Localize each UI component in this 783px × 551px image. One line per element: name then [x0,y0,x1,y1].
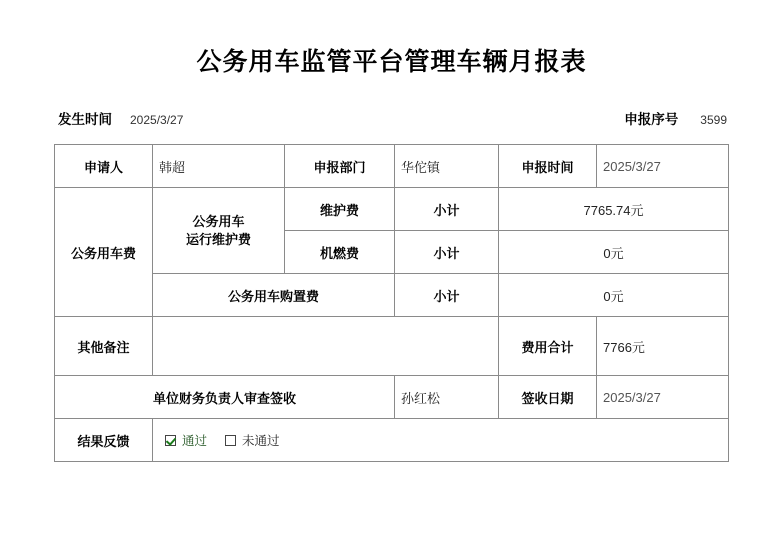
finance-sign-value: 孙红松 [395,376,499,419]
occur-time-group [58,108,183,128]
department-label: 申报部门 [285,145,395,188]
fuel-amount-value: 0元 [499,231,729,274]
declare-date-value: 2025/3/27 [597,145,729,188]
result-pass-option[interactable] [165,431,207,449]
checkbox-checked-icon[interactable] [165,435,176,446]
maintenance-amount-value: 7765.74元 [499,188,729,231]
result-pass-label: 通过 [182,434,208,448]
purchase-fee-label: 公务用车购置费 [153,274,395,317]
serial-number-label: 申报序号 [624,112,679,127]
serial-number-value: 3599 [700,113,727,127]
result-feedback-options [153,419,729,462]
serial-number-group [624,108,727,128]
operation-maintenance-label [153,188,285,274]
maintenance-fee-label: 维护费 [285,188,395,231]
fuel-subtotal-label: 小计 [395,231,499,274]
applicant-value: 韩超 [153,145,285,188]
table-row [55,274,729,317]
result-fail-label: 未通过 [242,434,280,448]
page-title: 公务用车监管平台管理车辆月报表 [196,49,587,76]
fuel-fee-label: 机燃费 [285,231,395,274]
purchase-amount-value: 0元 [499,274,729,317]
remarks-label: 其他备注 [55,317,153,376]
maintenance-subtotal-label: 小计 [395,188,499,231]
sign-date-label: 签收日期 [499,376,597,419]
result-feedback-label: 结果反馈 [55,419,153,462]
applicant-label: 申请人 [55,145,153,188]
finance-sign-label: 单位财务负责人审查签收 [55,376,395,419]
table-row [55,376,729,419]
meta-row [0,108,783,128]
purchase-subtotal-label: 小计 [395,274,499,317]
total-value: 7766元 [597,317,729,376]
table-row [55,317,729,376]
vehicle-fee-label: 公务用车费 [55,188,153,317]
report-table [54,144,729,462]
occur-time-label: 发生时间 [58,112,112,127]
operation-maintenance-line1: 公务用车 [192,213,245,229]
total-label: 费用合计 [499,317,597,376]
table-row [55,419,729,462]
remarks-value [153,317,499,376]
operation-maintenance-line2: 运行维护费 [185,231,251,247]
report-page [0,42,783,551]
checkbox-unchecked-icon[interactable] [225,435,236,446]
result-fail-option[interactable] [225,431,280,449]
sign-date-value: 2025/3/27 [597,376,729,419]
table-row [55,188,729,231]
table-row [55,145,729,188]
declare-date-label: 申报时间 [499,145,597,188]
department-value: 华佗镇 [395,145,499,188]
occur-time-value: 2025/3/27 [130,113,184,127]
